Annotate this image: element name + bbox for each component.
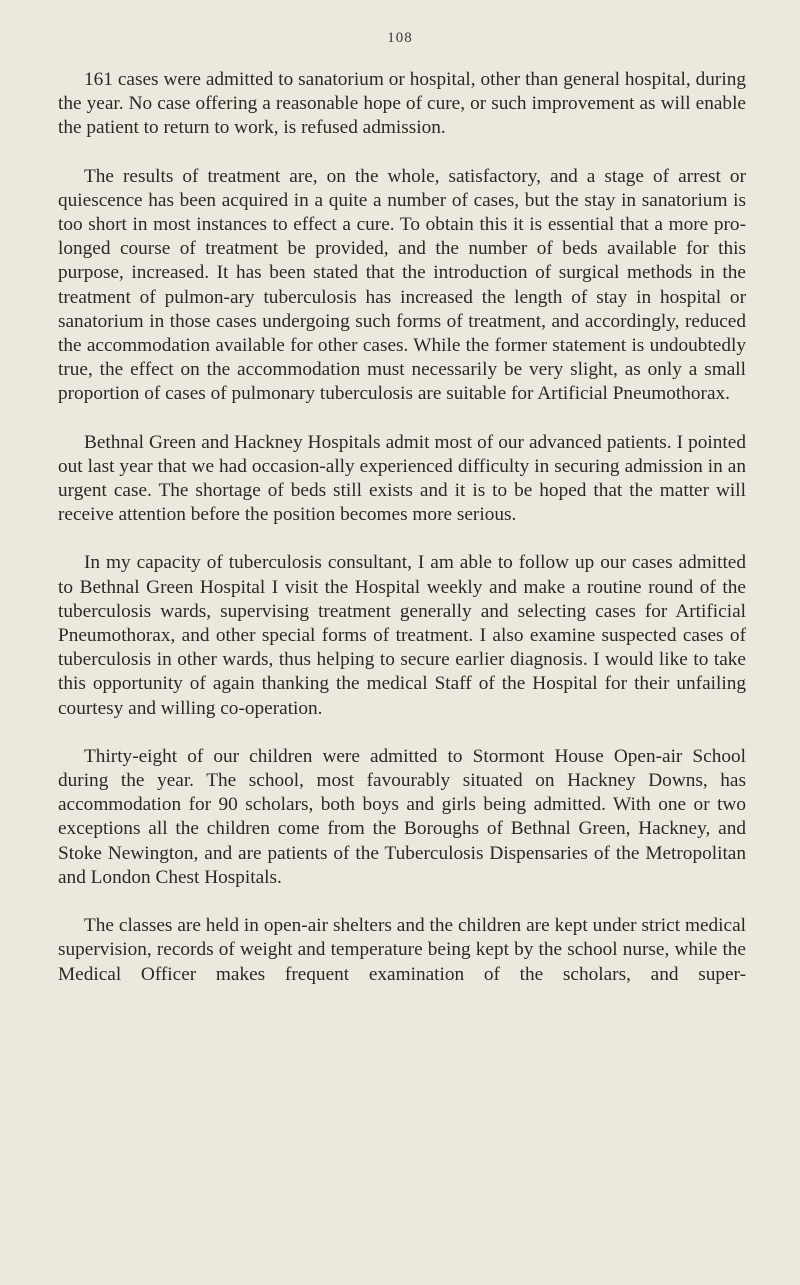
paragraph-treatment-results: The results of treatment are, on the whole, satisfactory, and a stage of arrest or quiescence has been acquired in a quite a number of cases, but the stay in sanatorium is too short in most instances to effect a cure. To obtain this it is essential that a more pro-longed course of treatment be provided, and the number of beds available for this purpose, increased. It has been stated that the introduction of surgical methods in the treatment of pulmon-ary tuberculosis has increased the length of stay in hospital or sanatorium in those cases undergoing such forms of treatment, and accordingly, reduced the accommodation available for other cases. While the former statement is undoubtedly true, the effect on the accommodation must necessarily be very slight, as only a small proportion of cases of pulmonary tuberculosis are suitable for Artificial Pneumothorax. [58, 165, 746, 405]
body-text [58, 68, 746, 1011]
paragraph-consultant-role: In my capacity of tuberculosis consultant, I am able to follow up our cases admitted to Bethnal Green Hospital I visit the Hospital weekly and make a routine round of the tuberculosis wards, supervising treatment generally and selecting cases for Artificial Pneumothorax, and other special forms of treatment. I also examine suspected cases of tuberculosis in other wards, thus helping to secure earlier diagnosis. I would like to take this opportunity of again thanking the medical Staff of the Hospital for their unfailing courtesy and willing co-operation. [58, 552, 746, 719]
paragraph-admissions: 161 cases were admitted to sanatorium or hospital, other than general hospital, during the year. No case offering a reasonable hope of cure, or such improvement as will enable the patient to return to work, is refused admission. [58, 69, 746, 139]
page-number: 108 [387, 30, 413, 46]
paragraph-advanced-patients: Bethnal Green and Hackney Hospitals admit most of our advanced patients. I pointed out last year that we had occasion-ally experienced difficulty in securing admission in an urgent case. The shortage of beds still exists and it is to be hoped that the matter will receive attention before the position becomes more serious. [58, 431, 746, 526]
paragraph-classes: The classes are held in open-air shelters and the children are kept under strict medical supervision, records of weight and temperature being kept by the school nurse, while the Medical Officer makes frequent examination of the scholars, and super- [58, 915, 746, 985]
paragraph-open-air-school: Thirty-eight of our children were admitted to Stormont House Open-air School during the year. The school, most favourably situated on Hackney Downs, has accommodation for 90 scholars, both boys and girls being admitted. With one or two exceptions all the children come from the Boroughs of Bethnal Green, Hackney, and Stoke Newington, and are patients of the Tuberculosis Dispensaries of the Metropolitan and London Chest Hospitals. [58, 745, 746, 888]
